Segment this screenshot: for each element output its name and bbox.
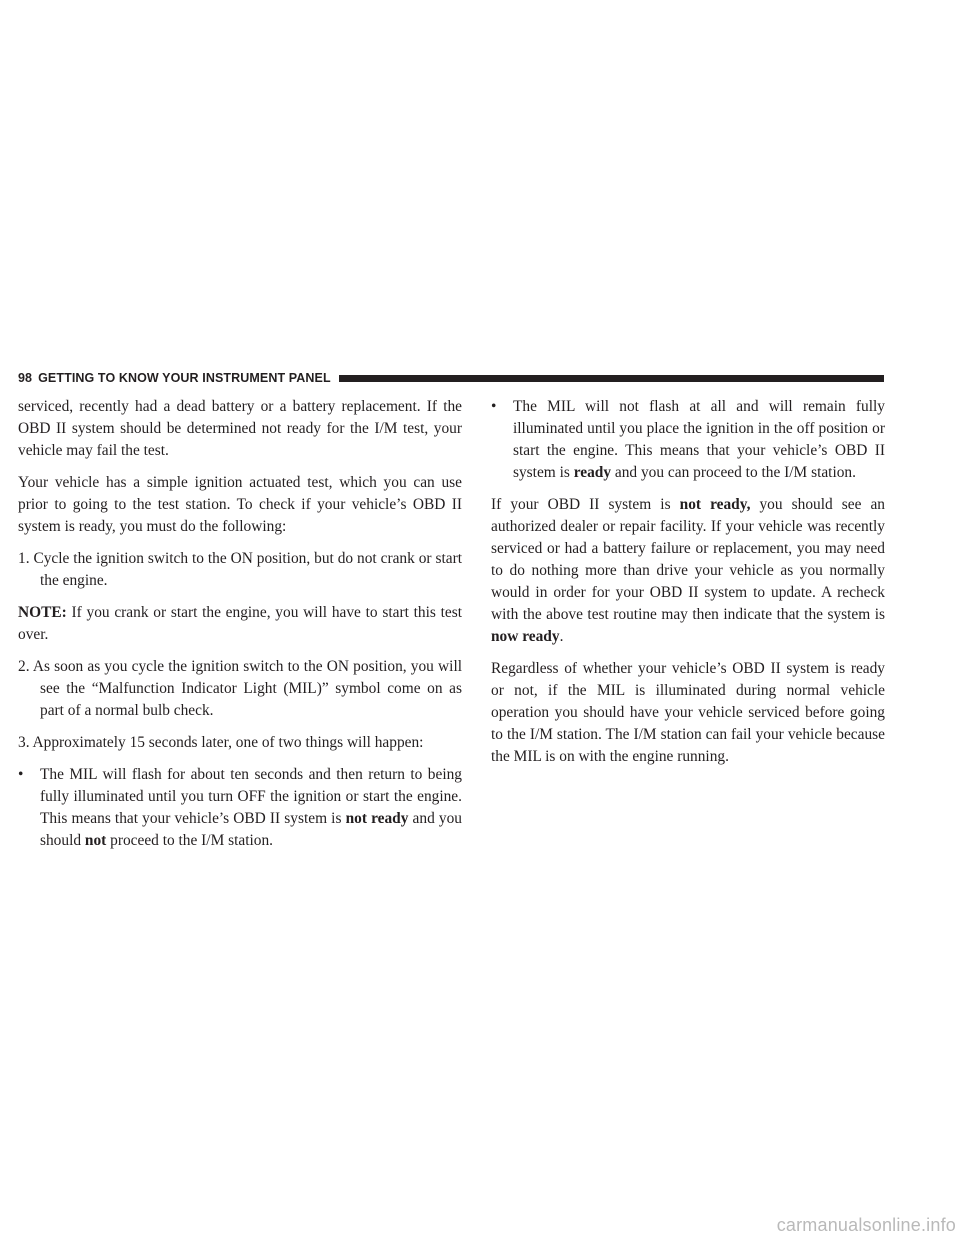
step-3: 3. Approximately 15 seconds later, one of two things will happen:: [18, 734, 424, 751]
step-2: 2. As soon as you cycle the ignition switch to the ON position, you will see the “Malfunction Indicator Light (MIL)” symbol come on as part of a normal bulb check.: [18, 658, 462, 719]
left-column: [18, 396, 462, 862]
step-1: 1. Cycle the ignition switch to the ON position, but do not crank or start the engine.: [18, 550, 462, 589]
page-number: 98: [18, 371, 33, 385]
paragraph-continued: serviced, recently had a dead battery or a battery replacement. If the OBD II system should be determined not ready for the I/M test, your vehicle may fail the test.: [18, 398, 462, 459]
paragraph-regardless: Regardless of whether your vehicle’s OBD II system is ready or not, if the MIL is illuminated during normal vehicle operation you should have your vehicle serviced before going to the I/M station. The I/M station can fail your vehicle because the MIL is on with the engine running.: [491, 660, 885, 765]
bullet-ready: • The MIL will not flash at all and will remain fully illuminated until you place the ignition in the off position or start the engine. This means that your vehicle’s OBD II system is ready and you can proceed to the I/M station.: [491, 398, 885, 481]
paragraph-not-ready: If your OBD II system is not ready, you should see an authorized dealer or repair facility. If your vehicle was recently serviced or had a battery failure or replacement, you may need to do nothing more than drive your vehicle as you normally would in order for your OBD II system to update. A recheck with the above test routine may then indicate that the system is now ready.: [491, 496, 886, 645]
watermark: carmanualsonline.info: [776, 1215, 956, 1235]
bullet-icon: •: [18, 766, 24, 783]
header-rule: [339, 375, 884, 382]
note-text: If you crank or start the engine, you will have to start this test over.: [18, 604, 462, 643]
right-column: [491, 396, 885, 778]
paragraph-ignition-test: Your vehicle has a simple ignition actuated test, which you can use prior to going to the test station. To check if your vehicle’s OBD II system is ready, you must do the following:: [18, 474, 462, 535]
section-title: GETTING TO KNOW YOUR INSTRUMENT PANEL: [38, 371, 331, 385]
note: [18, 602, 462, 646]
note-label: NOTE:: [18, 604, 67, 621]
page-header: [18, 370, 884, 386]
bullet-not-ready: • The MIL will flash for about ten seconds and then return to being fully illuminated until you turn OFF the ignition or start the engine. This means that your vehicle’s OBD II system is not ready and you should not proceed to the I/M station.: [18, 766, 462, 849]
bullet-icon: •: [491, 398, 497, 415]
